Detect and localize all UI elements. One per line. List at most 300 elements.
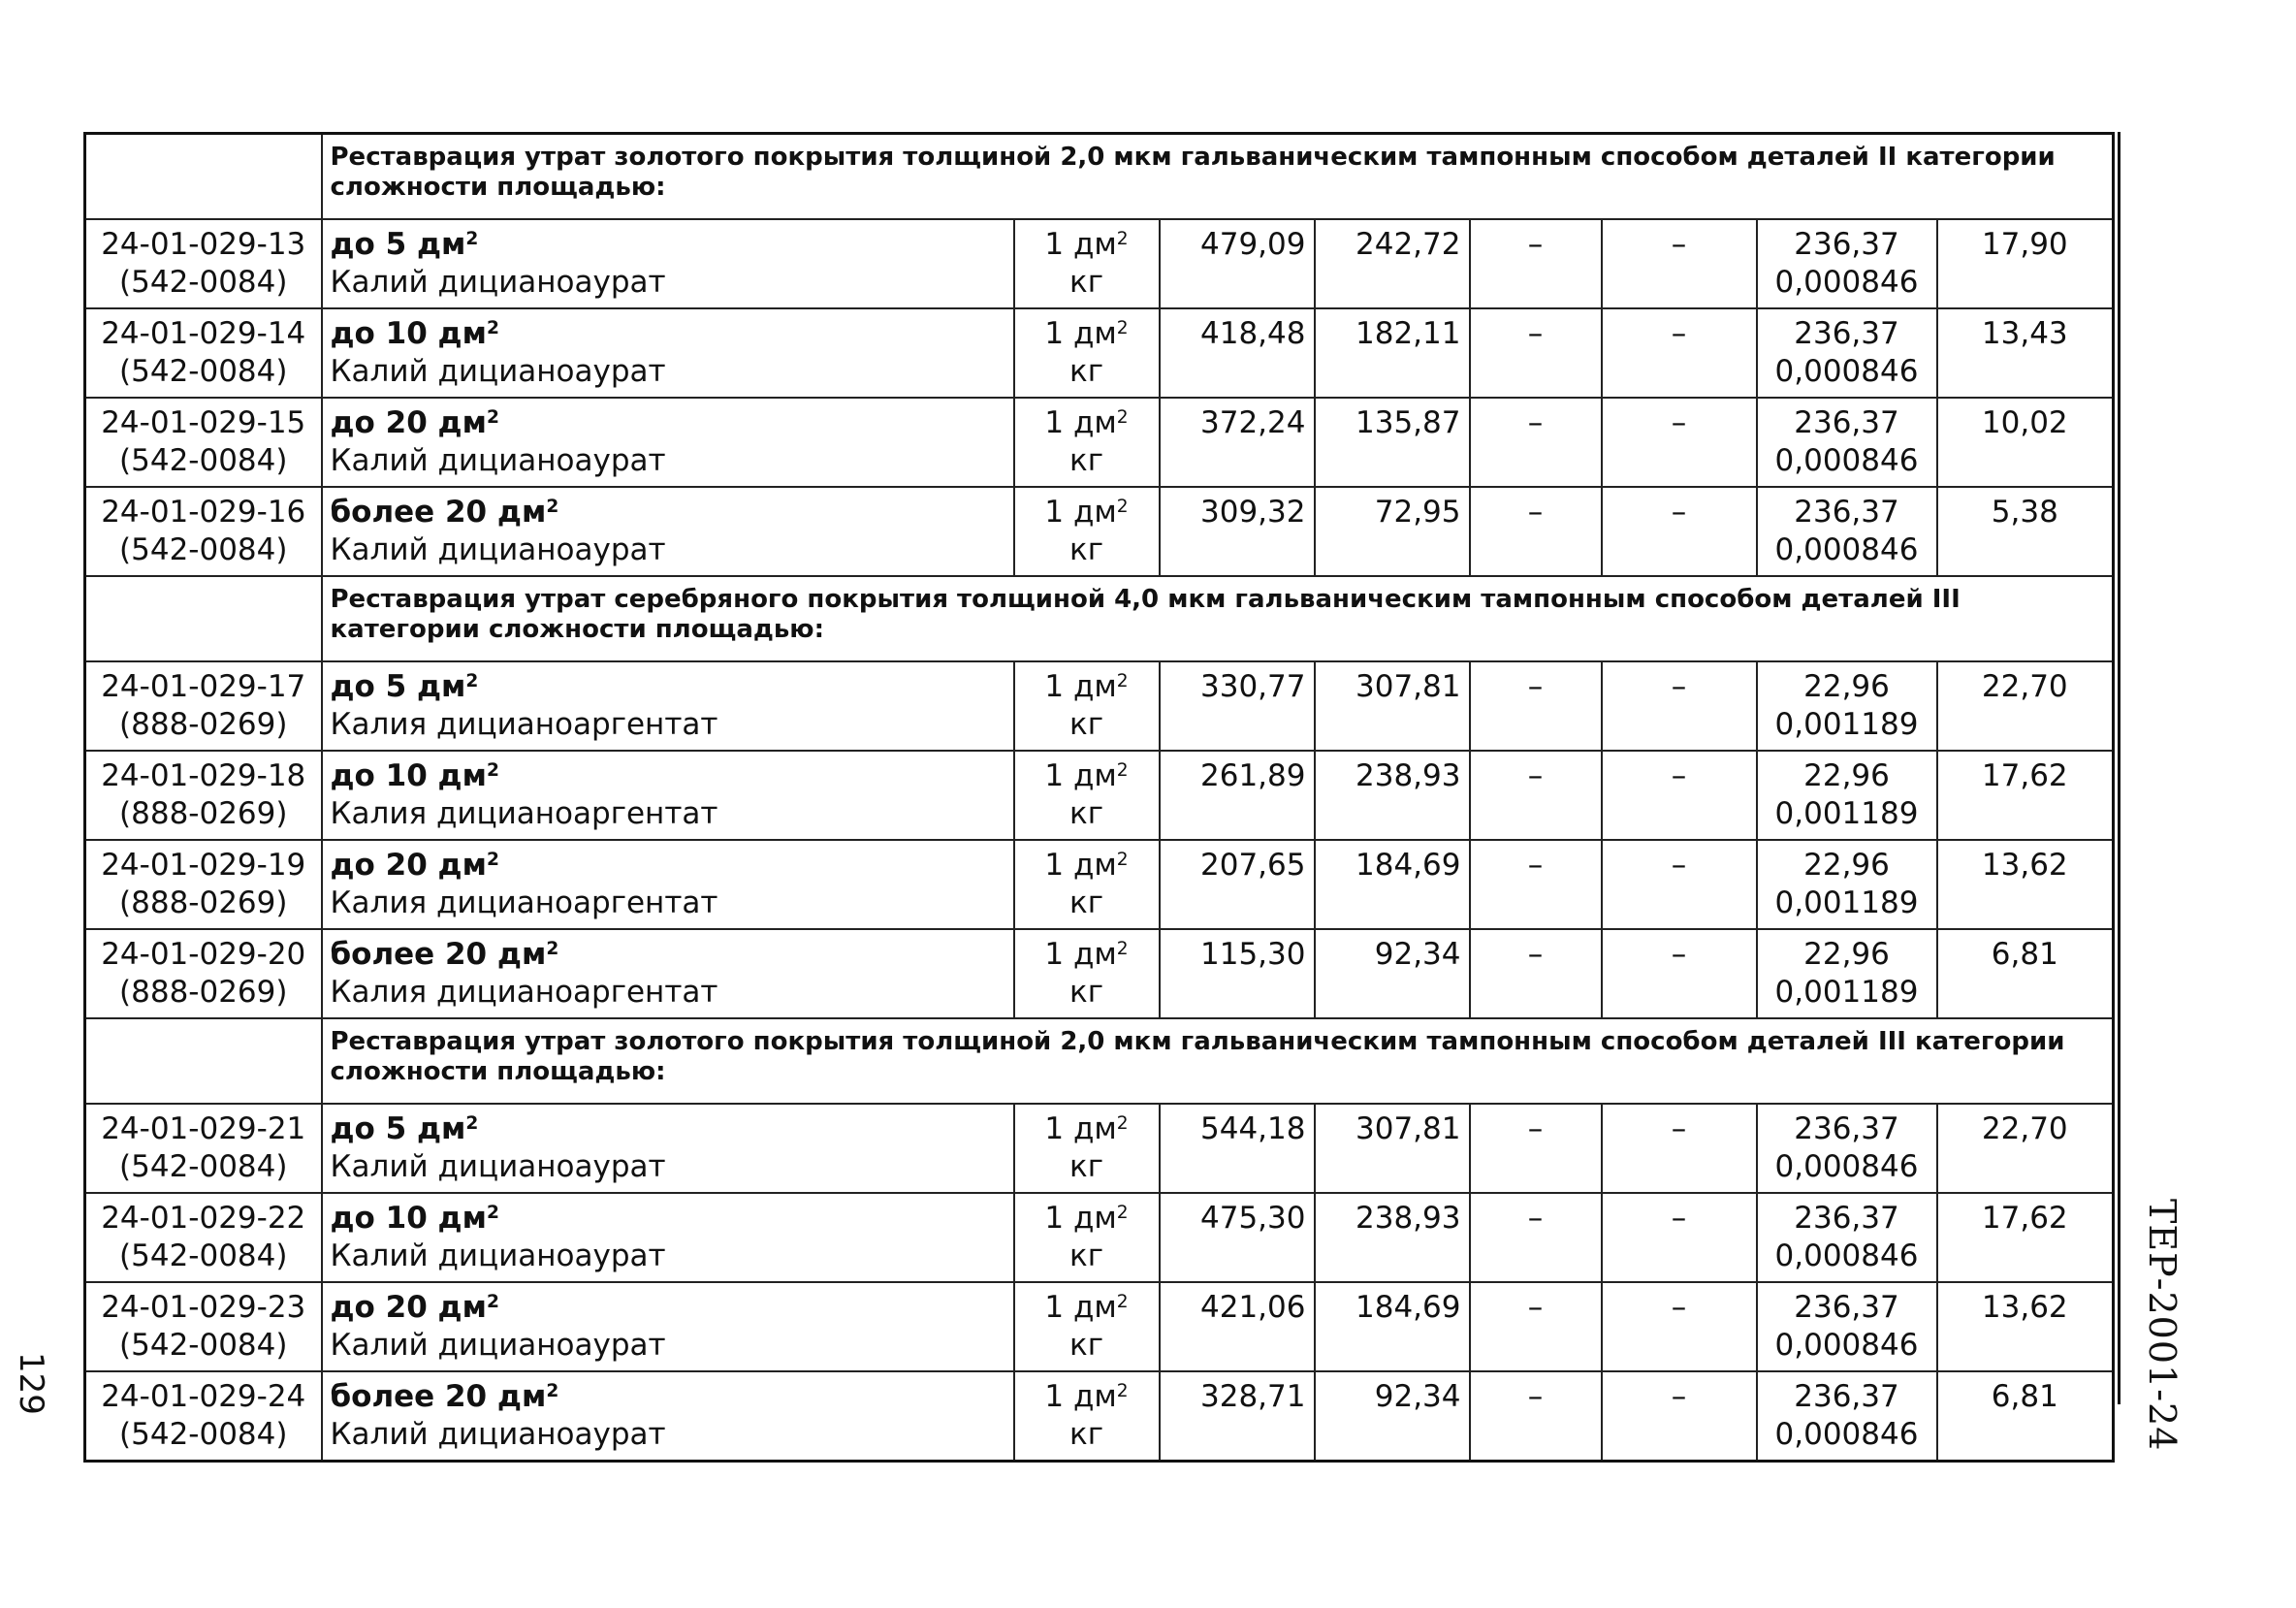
resource-code: (888-0269) <box>119 885 288 920</box>
work-name <box>331 1289 1005 1327</box>
work-name-sup: 2 <box>486 759 499 781</box>
material-name: Калий дицианоаурат <box>330 265 666 300</box>
unit-cell <box>1014 751 1160 840</box>
section-title: Реставрация утрат серебряного покрытия толщиной 4,0 мкм гальваническим тампонным способом деталей III категории сложности площадью: <box>322 576 2114 661</box>
rate-code: 24-01-029-19 <box>101 848 306 883</box>
machinist-wages-dash: – <box>1671 669 1687 704</box>
machines-cell <box>1470 1371 1602 1462</box>
code-cell <box>85 1104 322 1193</box>
unit <box>1023 847 1151 884</box>
material-name: Калий дицианоаурат <box>330 532 666 567</box>
material-quantity: 0,000846 <box>1774 1238 1919 1273</box>
unit-sup: 2 <box>1116 849 1129 870</box>
name-cell <box>322 1104 1014 1193</box>
work-name-text: до 5 дм <box>330 1111 466 1146</box>
price-table <box>83 132 2115 1463</box>
resource-code: (888-0269) <box>119 796 288 831</box>
wages: 72,95 <box>1315 487 1470 576</box>
machines-cell <box>1470 219 1602 308</box>
machinist-wages-cell <box>1602 1104 1757 1193</box>
table-row <box>85 219 2114 308</box>
unit-text: 1 дм <box>1044 316 1117 351</box>
materials-cost: 22,96 <box>1803 848 1890 883</box>
unit-sup: 2 <box>1116 1291 1129 1312</box>
labor-cost: 13,62 <box>1937 1282 2114 1371</box>
rate-code: 24-01-029-13 <box>101 227 306 262</box>
materials-cost: 236,37 <box>1794 1111 1899 1146</box>
work-name <box>331 404 1005 442</box>
work-name <box>331 315 1005 353</box>
resource-code: (542-0084) <box>119 354 288 389</box>
total-cost: 475,30 <box>1160 1193 1315 1282</box>
section-title: Реставрация утрат золотого покрытия толщиной 2,0 мкм гальваническим тампонным способом деталей II категории сложности площадью: <box>322 134 2114 220</box>
machines-dash: – <box>1527 669 1544 704</box>
work-name-sup: 2 <box>546 496 559 517</box>
materials-cost: 236,37 <box>1794 495 1899 530</box>
unit <box>1023 494 1151 531</box>
labor-cost: 6,81 <box>1937 929 2114 1018</box>
rate-code: 24-01-029-16 <box>101 495 306 530</box>
machinist-wages-dash: – <box>1671 937 1687 972</box>
work-name <box>331 226 1005 264</box>
machines-dash: – <box>1527 405 1544 440</box>
name-cell <box>322 308 1014 398</box>
table-row <box>85 661 2114 751</box>
machines-cell <box>1470 1282 1602 1371</box>
page-number: 129 <box>12 1352 50 1415</box>
material-quantity: 0,000846 <box>1774 265 1919 300</box>
code-cell <box>85 398 322 487</box>
material-unit: кг <box>1068 885 1103 920</box>
machinist-wages-cell <box>1602 1371 1757 1462</box>
resource-code: (542-0084) <box>119 1238 288 1273</box>
machines-dash: – <box>1527 848 1544 883</box>
wages: 92,34 <box>1315 929 1470 1018</box>
unit-cell <box>1014 1193 1160 1282</box>
unit-text: 1 дм <box>1044 1111 1117 1146</box>
machinist-wages-cell <box>1602 1193 1757 1282</box>
unit <box>1023 668 1151 706</box>
code-cell <box>85 487 322 576</box>
labor-cost: 10,02 <box>1937 398 2114 487</box>
unit-cell <box>1014 1104 1160 1193</box>
machines-cell <box>1470 308 1602 398</box>
unit-cell <box>1014 487 1160 576</box>
section-header-row <box>85 1018 2114 1104</box>
work-name-text: до 5 дм <box>330 669 466 704</box>
work-name-text: до 20 дм <box>330 405 487 440</box>
material-name: Калий дицианоаурат <box>330 1149 666 1184</box>
machinist-wages-cell <box>1602 1282 1757 1371</box>
wages: 182,11 <box>1315 308 1470 398</box>
wages: 135,87 <box>1315 398 1470 487</box>
materials-cell <box>1757 751 1937 840</box>
labor-cost: 17,62 <box>1937 751 2114 840</box>
materials-cell <box>1757 1193 1937 1282</box>
materials-cell <box>1757 219 1937 308</box>
machinist-wages-dash: – <box>1671 758 1687 793</box>
wages: 238,93 <box>1315 751 1470 840</box>
material-unit: кг <box>1068 796 1103 831</box>
machinist-wages-cell <box>1602 219 1757 308</box>
labor-cost: 13,43 <box>1937 308 2114 398</box>
work-name-text: до 20 дм <box>330 848 487 883</box>
table-row <box>85 487 2114 576</box>
unit-cell <box>1014 929 1160 1018</box>
name-cell <box>322 219 1014 308</box>
unit <box>1023 404 1151 442</box>
unit-cell <box>1014 398 1160 487</box>
unit-text: 1 дм <box>1044 848 1117 883</box>
material-name: Калий дицианоаурат <box>330 1238 666 1273</box>
work-name-sup: 2 <box>486 406 499 428</box>
materials-cost: 236,37 <box>1794 405 1899 440</box>
name-cell <box>322 1193 1014 1282</box>
table-row <box>85 398 2114 487</box>
materials-cost: 22,96 <box>1803 937 1890 972</box>
total-cost: 115,30 <box>1160 929 1315 1018</box>
materials-cell <box>1757 398 1937 487</box>
unit-cell <box>1014 661 1160 751</box>
name-cell <box>322 661 1014 751</box>
unit-cell <box>1014 219 1160 308</box>
rate-code: 24-01-029-14 <box>101 316 306 351</box>
materials-cost: 236,37 <box>1794 1379 1899 1414</box>
materials-cost: 236,37 <box>1794 1290 1899 1325</box>
machines-dash: – <box>1527 495 1544 530</box>
table-row <box>85 840 2114 929</box>
machines-cell <box>1470 487 1602 576</box>
machinist-wages-dash: – <box>1671 227 1687 262</box>
total-cost: 479,09 <box>1160 219 1315 308</box>
material-name: Калий дицианоаурат <box>330 354 666 389</box>
code-cell <box>85 1282 322 1371</box>
right-frame-line <box>2118 132 2121 1404</box>
work-name <box>331 494 1005 531</box>
material-name: Калия дицианоаргентат <box>330 796 718 831</box>
name-cell <box>322 751 1014 840</box>
table-row <box>85 929 2114 1018</box>
total-cost: 207,65 <box>1160 840 1315 929</box>
unit-sup: 2 <box>1116 938 1129 959</box>
resource-code: (888-0269) <box>119 707 288 742</box>
machinist-wages-dash: – <box>1671 1379 1687 1414</box>
unit-text: 1 дм <box>1044 495 1117 530</box>
work-name-sup: 2 <box>465 1112 479 1134</box>
material-name: Калия дицианоаргентат <box>330 885 718 920</box>
materials-cost: 236,37 <box>1794 316 1899 351</box>
total-cost: 309,32 <box>1160 487 1315 576</box>
work-name <box>331 1378 1005 1416</box>
unit-cell <box>1014 1282 1160 1371</box>
price-table-page <box>83 132 2112 1463</box>
machines-cell <box>1470 1193 1602 1282</box>
work-name-text: до 20 дм <box>330 1290 487 1325</box>
table-row <box>85 1193 2114 1282</box>
code-cell <box>85 840 322 929</box>
machines-dash: – <box>1527 1379 1544 1414</box>
machines-cell <box>1470 751 1602 840</box>
name-cell <box>322 1371 1014 1462</box>
machines-cell <box>1470 398 1602 487</box>
material-name: Калий дицианоаурат <box>330 1417 666 1452</box>
machines-dash: – <box>1527 758 1544 793</box>
machinist-wages-cell <box>1602 840 1757 929</box>
materials-cost: 236,37 <box>1794 1201 1899 1236</box>
unit-sup: 2 <box>1116 670 1129 691</box>
materials-cell <box>1757 840 1937 929</box>
machines-dash: – <box>1527 937 1544 972</box>
resource-code: (542-0084) <box>119 1149 288 1184</box>
unit-text: 1 дм <box>1044 669 1117 704</box>
name-cell <box>322 1282 1014 1371</box>
section-header-row <box>85 134 2114 220</box>
unit-cell <box>1014 308 1160 398</box>
machines-dash: – <box>1527 316 1544 351</box>
work-name-text: более 20 дм <box>330 1379 547 1414</box>
rate-code: 24-01-029-21 <box>101 1111 306 1146</box>
labor-cost: 5,38 <box>1937 487 2114 576</box>
unit <box>1023 757 1151 795</box>
code-cell <box>85 751 322 840</box>
unit-text: 1 дм <box>1044 1290 1117 1325</box>
unit <box>1023 1110 1151 1148</box>
wages: 184,69 <box>1315 840 1470 929</box>
work-name-sup: 2 <box>546 938 559 959</box>
machinist-wages-dash: – <box>1671 316 1687 351</box>
section-header-row <box>85 576 2114 661</box>
work-name-text: до 10 дм <box>330 316 487 351</box>
total-cost: 418,48 <box>1160 308 1315 398</box>
code-cell <box>85 929 322 1018</box>
work-name-sup: 2 <box>465 228 479 249</box>
material-quantity: 0,000846 <box>1774 354 1919 389</box>
unit-sup: 2 <box>1116 1380 1129 1401</box>
unit-cell <box>1014 840 1160 929</box>
labor-cost: 6,81 <box>1937 1371 2114 1462</box>
work-name-sup: 2 <box>486 1291 499 1312</box>
total-cost: 328,71 <box>1160 1371 1315 1462</box>
unit <box>1023 226 1151 264</box>
machinist-wages-dash: – <box>1671 1201 1687 1236</box>
material-unit: кг <box>1068 265 1103 300</box>
work-name-text: до 10 дм <box>330 758 487 793</box>
table-row <box>85 1104 2114 1193</box>
rate-code: 24-01-029-22 <box>101 1201 306 1236</box>
material-unit: кг <box>1068 532 1103 567</box>
unit-sup: 2 <box>1116 1112 1129 1134</box>
resource-code: (888-0269) <box>119 975 288 1010</box>
machinist-wages-dash: – <box>1671 1111 1687 1146</box>
material-quantity: 0,000846 <box>1774 532 1919 567</box>
code-cell <box>85 1193 322 1282</box>
materials-cost: 22,96 <box>1803 758 1890 793</box>
unit <box>1023 315 1151 353</box>
code-cell <box>85 661 322 751</box>
material-unit: кг <box>1068 707 1103 742</box>
code-cell <box>85 1371 322 1462</box>
wages: 307,81 <box>1315 1104 1470 1193</box>
name-cell <box>322 840 1014 929</box>
unit-sup: 2 <box>1116 317 1129 338</box>
material-name: Калия дицианоаргентат <box>330 975 718 1010</box>
machinist-wages-cell <box>1602 929 1757 1018</box>
materials-cell <box>1757 661 1937 751</box>
table-row <box>85 751 2114 840</box>
material-unit: кг <box>1068 443 1103 478</box>
unit-sup: 2 <box>1116 1202 1129 1223</box>
total-cost: 261,89 <box>1160 751 1315 840</box>
machinist-wages-cell <box>1602 661 1757 751</box>
table-row <box>85 308 2114 398</box>
machines-cell <box>1470 929 1602 1018</box>
work-name <box>331 668 1005 706</box>
machines-dash: – <box>1527 1290 1544 1325</box>
machines-dash: – <box>1527 227 1544 262</box>
material-unit: кг <box>1068 1238 1103 1273</box>
unit <box>1023 1200 1151 1238</box>
rate-code: 24-01-029-17 <box>101 669 306 704</box>
materials-cell <box>1757 1371 1937 1462</box>
material-quantity: 0,000846 <box>1774 443 1919 478</box>
labor-cost: 17,90 <box>1937 219 2114 308</box>
table-row <box>85 1282 2114 1371</box>
work-name <box>331 936 1005 974</box>
unit-sup: 2 <box>1116 228 1129 249</box>
material-quantity: 0,000846 <box>1774 1149 1919 1184</box>
unit-text: 1 дм <box>1044 758 1117 793</box>
material-unit: кг <box>1068 975 1103 1010</box>
machinist-wages-dash: – <box>1671 405 1687 440</box>
material-unit: кг <box>1068 354 1103 389</box>
unit-cell <box>1014 1371 1160 1462</box>
material-quantity: 0,001189 <box>1774 796 1919 831</box>
rate-code: 24-01-029-15 <box>101 405 306 440</box>
materials-cell <box>1757 308 1937 398</box>
rate-code: 24-01-029-18 <box>101 758 306 793</box>
wages: 184,69 <box>1315 1282 1470 1371</box>
material-quantity: 0,000846 <box>1774 1328 1919 1363</box>
work-name <box>331 757 1005 795</box>
work-name-sup: 2 <box>546 1380 559 1401</box>
work-name <box>331 1200 1005 1238</box>
material-name: Калий дицианоаурат <box>330 1328 666 1363</box>
name-cell <box>322 398 1014 487</box>
section-code-cell <box>85 1018 322 1104</box>
unit-text: 1 дм <box>1044 1379 1117 1414</box>
document-code: ТЕР-2001-24 <box>2141 1199 2184 1452</box>
machinist-wages-cell <box>1602 308 1757 398</box>
work-name-sup: 2 <box>486 317 499 338</box>
materials-cell <box>1757 1282 1937 1371</box>
work-name-text: более 20 дм <box>330 495 547 530</box>
machinist-wages-cell <box>1602 398 1757 487</box>
work-name-text: более 20 дм <box>330 937 547 972</box>
material-unit: кг <box>1068 1149 1103 1184</box>
wages: 92,34 <box>1315 1371 1470 1462</box>
name-cell <box>322 487 1014 576</box>
unit-sup: 2 <box>1116 496 1129 517</box>
total-cost: 372,24 <box>1160 398 1315 487</box>
material-quantity: 0,001189 <box>1774 707 1919 742</box>
materials-cost: 236,37 <box>1794 227 1899 262</box>
resource-code: (542-0084) <box>119 265 288 300</box>
work-name <box>331 1110 1005 1148</box>
work-name-text: до 10 дм <box>330 1201 487 1236</box>
machines-cell <box>1470 661 1602 751</box>
wages: 238,93 <box>1315 1193 1470 1282</box>
wages: 307,81 <box>1315 661 1470 751</box>
machines-cell <box>1470 1104 1602 1193</box>
code-cell <box>85 219 322 308</box>
material-quantity: 0,001189 <box>1774 885 1919 920</box>
machinist-wages-cell <box>1602 751 1757 840</box>
unit-text: 1 дм <box>1044 405 1117 440</box>
resource-code: (542-0084) <box>119 1328 288 1363</box>
materials-cost: 22,96 <box>1803 669 1890 704</box>
rate-code: 24-01-029-23 <box>101 1290 306 1325</box>
section-code-cell <box>85 576 322 661</box>
labor-cost: 22,70 <box>1937 661 2114 751</box>
work-name-sup: 2 <box>465 670 479 691</box>
unit-text: 1 дм <box>1044 227 1117 262</box>
total-cost: 330,77 <box>1160 661 1315 751</box>
work-name-sup: 2 <box>486 849 499 870</box>
resource-code: (542-0084) <box>119 443 288 478</box>
table-row <box>85 1371 2114 1462</box>
material-unit: кг <box>1068 1328 1103 1363</box>
materials-cell <box>1757 1104 1937 1193</box>
machines-dash: – <box>1527 1111 1544 1146</box>
name-cell <box>322 929 1014 1018</box>
materials-cell <box>1757 929 1937 1018</box>
unit <box>1023 1378 1151 1416</box>
total-cost: 544,18 <box>1160 1104 1315 1193</box>
machinist-wages-dash: – <box>1671 848 1687 883</box>
rate-code: 24-01-029-24 <box>101 1379 306 1414</box>
machinist-wages-dash: – <box>1671 495 1687 530</box>
material-name: Калия дицианоаргентат <box>330 707 718 742</box>
materials-cell <box>1757 487 1937 576</box>
machinist-wages-dash: – <box>1671 1290 1687 1325</box>
wages: 242,72 <box>1315 219 1470 308</box>
work-name <box>331 847 1005 884</box>
rate-code: 24-01-029-20 <box>101 937 306 972</box>
unit <box>1023 936 1151 974</box>
material-unit: кг <box>1068 1417 1103 1452</box>
resource-code: (542-0084) <box>119 532 288 567</box>
unit-sup: 2 <box>1116 406 1129 428</box>
labor-cost: 17,62 <box>1937 1193 2114 1282</box>
unit-text: 1 дм <box>1044 1201 1117 1236</box>
resource-code: (542-0084) <box>119 1417 288 1452</box>
section-code-cell <box>85 134 322 220</box>
work-name-text: до 5 дм <box>330 227 466 262</box>
section-title: Реставрация утрат золотого покрытия толщиной 2,0 мкм гальваническим тампонным способом деталей III категории сложности площадью: <box>322 1018 2114 1104</box>
material-name: Калий дицианоаурат <box>330 443 666 478</box>
total-cost: 421,06 <box>1160 1282 1315 1371</box>
labor-cost: 22,70 <box>1937 1104 2114 1193</box>
machinist-wages-cell <box>1602 487 1757 576</box>
material-quantity: 0,000846 <box>1774 1417 1919 1452</box>
code-cell <box>85 308 322 398</box>
work-name-sup: 2 <box>486 1202 499 1223</box>
material-quantity: 0,001189 <box>1774 975 1919 1010</box>
labor-cost: 13,62 <box>1937 840 2114 929</box>
unit-sup: 2 <box>1116 759 1129 781</box>
unit <box>1023 1289 1151 1327</box>
machines-dash: – <box>1527 1201 1544 1236</box>
